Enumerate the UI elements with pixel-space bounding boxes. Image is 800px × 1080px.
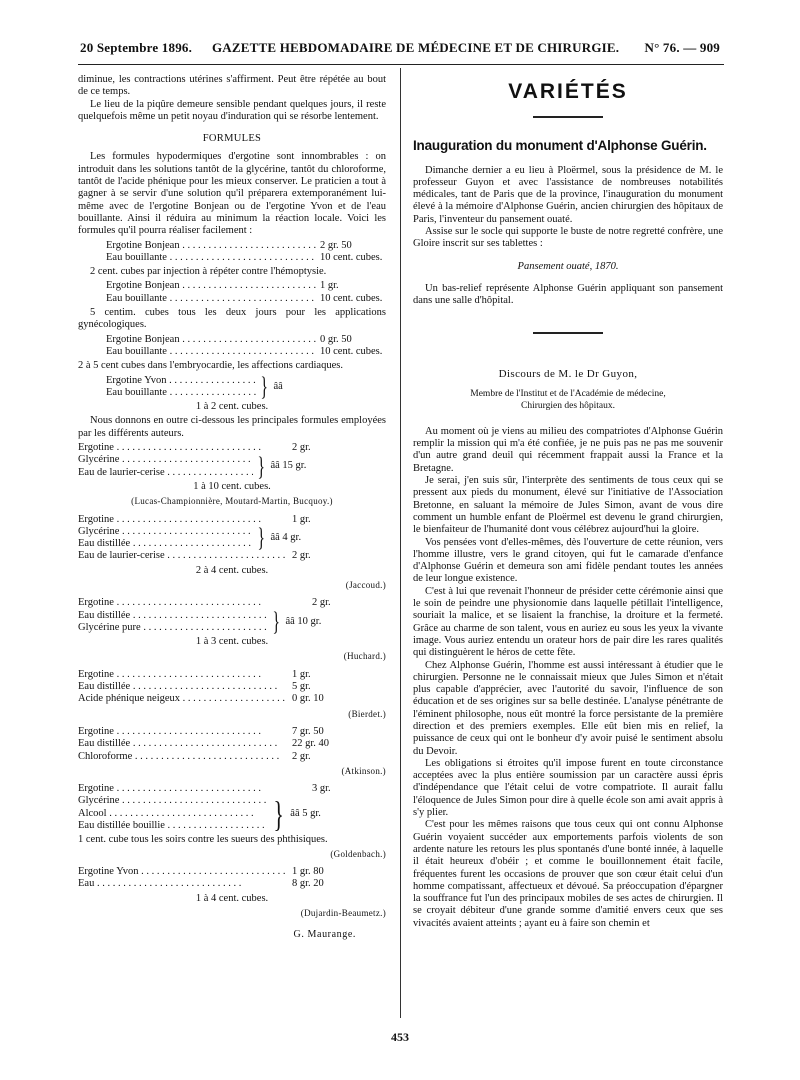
ingredient-name: Ergotine Bonjean . . .	[106, 240, 316, 252]
formula-row	[78, 622, 268, 634]
ingredient-name: Eau bouillante . . .	[106, 293, 316, 305]
ingredient-quantity: 2 gr.	[292, 750, 311, 762]
right-column	[413, 74, 723, 930]
formula-5	[78, 442, 386, 479]
formula-row	[78, 346, 386, 358]
ingredient-name: Ergotine Bonjean . . .	[106, 280, 316, 292]
ingredient-quantity: 1 gr.	[292, 668, 311, 680]
ingredient-quantity: 10 cent. cubes.	[320, 345, 383, 357]
formula-row	[78, 467, 253, 479]
inscription: Pansement ouaté, 1870.	[517, 260, 619, 272]
brace: }	[273, 793, 284, 834]
paragraph: Les obligations si étroites qu'il impose furent en toute circonstance acceptées avec la plus entière soumission par un caractère aussi épris d'indépendance que l'était celui de votre compatriote. Il aurait fallu l'éloquence de Jules Simon pour dire à quelle école son ami avait appris à s'y plier.	[413, 757, 723, 819]
formula-row	[78, 442, 386, 454]
ingredient-quantity: 2 gr.	[312, 597, 331, 609]
ingredient-name: Ergotine . . .	[78, 669, 288, 681]
header-journal-title: GAZETTE HEBDOMADAIRE DE MÉDECINE ET DE CHIRURGIE.	[212, 40, 620, 55]
formula-3	[78, 334, 386, 359]
formula-citation: (Lucas-Championnière, Moutard-Martin, Bucquoy.)	[131, 496, 333, 507]
formula-row	[78, 454, 253, 466]
ingredient-name: Chloroforme . . .	[78, 751, 288, 763]
formula-row	[78, 878, 386, 890]
ingredient-name: Ergotine . . .	[78, 442, 288, 454]
article-title: Inauguration du monument d'Alphonse Guérin.	[413, 138, 707, 154]
formula-row	[78, 726, 386, 738]
formula-row	[78, 866, 386, 878]
formula-citation: (Dujardin-Beaumetz.)	[300, 907, 386, 918]
ingredient-name: Alcool . . .	[78, 808, 268, 820]
ingredient-name: Eau distillée . . .	[78, 681, 288, 693]
formula-row	[78, 538, 253, 550]
formula-row	[78, 526, 253, 538]
formula-row	[78, 550, 386, 562]
ana-quantity: ââ 10 gr.	[285, 615, 322, 627]
paragraph: Les formules hypodermiques d'ergotine sont innombrables : on introduit dans les solutions tantôt de la glycérine, tantôt du chloroforme, tantôt de l'acide phénique pour les mieux conserver. Le praticien a tout à gagner à se servir d'une solution qu'il préparera extemporanément lui-même avec de l'ergotine Bonjean ou de l'ergotine Yvon et de l'eau bouillante. Ainsi il réduira au minimum la réaction locale. Voici les formules qu'il pourra réaliser facilement :	[78, 151, 386, 237]
formula-4	[78, 371, 386, 401]
formula-citation: (Bierdet.)	[348, 708, 386, 719]
section-rule	[533, 332, 603, 334]
paragraph: Dimanche dernier a eu lieu à Ploërmel, sous la présidence de M. le professeur Guyon et avec l'assistance de nombreuses notabilités médicales, tant de Paris que de la province, l'inauguration du monument élevé à la mémoire d'Alphonse Guérin, ancien chirurgien des hôpitaux de Paris, l'inventeur du pansement ouaté.	[413, 164, 723, 225]
ingredient-quantity: 8 gr. 20	[292, 878, 324, 890]
brace: }	[257, 451, 265, 481]
formula-row	[78, 610, 268, 622]
ingredient-name: Ergotine Yvon . . .	[106, 375, 256, 387]
paragraph: Chez Alphonse Guérin, l'homme est aussi intéressant à étudier que le chirurgien. Personne ne le connaissait mieux que Jules Simon et n'était plus capable d'apprécier, avec l'autorité du savoir, l'influence de son éducation et de ses origines sur sa belle destinée. L'analyse pénétrante de l'éminent philosophe, nous eût montré la force persistante de la première direction et des premiers exemples. Elle eût bien mis en relief, la puissance de ceux qui ont le bonheur d'y avoir puisé le sentiment absolu du Devoir.	[413, 659, 723, 757]
ingredient-name: Eau de laurier-cerise . . .	[78, 467, 253, 479]
ingredient-name: Glycérine . . .	[78, 526, 253, 538]
ingredient-quantity: 0 gr. 10	[292, 693, 324, 705]
formula-row	[78, 681, 386, 693]
formula-2	[78, 280, 386, 305]
ingredient-quantity: 1 gr.	[292, 513, 311, 525]
paragraph: Assise sur le socle qui supporte le buste de notre regretté confrère, une Gloire inscrit sur ses tablettes :	[413, 226, 723, 250]
ingredient-name: Ergotine . . .	[78, 783, 308, 795]
paragraph: Au moment où je viens au milieu des compatriotes d'Alphonse Guérin remplir la mission qui m'a été confiée, je ne puis pas ne pas me souvenir d'un autre grand deuil qui récemment frappait aussi la France et la Bretagne.	[413, 425, 723, 474]
formula-dose: 1 à 2 cent. cubes.	[195, 401, 269, 413]
ana-quantity: ââ	[273, 380, 283, 392]
ingredient-name: Eau bouillante . . .	[106, 252, 316, 264]
formula-row	[78, 514, 386, 526]
formula-citation: (Jaccoud.)	[345, 579, 386, 590]
column-rule	[400, 68, 401, 1018]
ingredient-name: Eau bouillante . . .	[106, 387, 256, 399]
ingredient-quantity: 3 gr.	[312, 783, 331, 795]
running-header	[80, 40, 720, 62]
ingredient-name: Eau distillée bouillie . . .	[78, 820, 268, 832]
formula-7	[78, 597, 386, 634]
formula-row	[78, 795, 268, 807]
speech-title: Discours de M. le Dr Guyon,	[498, 367, 638, 380]
brace: }	[257, 523, 265, 553]
ingredient-name: Ergotine Bonjean . . .	[106, 334, 316, 346]
formula-10	[78, 783, 386, 832]
formula-11	[78, 866, 386, 891]
ingredient-quantity: 7 gr. 50	[292, 725, 324, 737]
ingredient-name: Ergotine . . .	[78, 726, 288, 738]
ingredient-name: Glycérine . . .	[78, 795, 268, 807]
ana-quantity: ââ 5 gr.	[290, 807, 321, 819]
header-rule	[78, 64, 724, 65]
formula-row	[78, 597, 386, 609]
ingredient-quantity: 22 gr. 40	[292, 738, 330, 750]
ingredient-quantity: 0 gr. 50	[320, 333, 352, 345]
ingredient-name: Glycérine . . .	[78, 454, 253, 466]
ingredient-name: Ergotine . . .	[78, 597, 308, 609]
formula-9	[78, 726, 386, 763]
ingredient-name: Ergotine . . .	[78, 514, 288, 526]
formula-row	[78, 808, 268, 820]
formula-citation: (Goldenbach.)	[330, 848, 386, 859]
speech-subtitle-line: Chirurgien des hôpitaux.	[520, 400, 616, 411]
brace: }	[272, 606, 280, 636]
paragraph: diminue, les contractions utérines s'affirment. Peut être répétée au bout de ce temps.	[78, 74, 386, 98]
formula-row	[106, 387, 256, 399]
header-issue-number: N° 76. — 909	[644, 40, 720, 55]
paragraph: C'est à lui que revenait l'honneur de présider cette cérémonie ainsi que le soin de peindre une physionomie dans laquelle pétillait l'intelligence, souriait la malice, et se lisaient la franchise, la droiture et la fermeté. Grâce au charme de son talent, vous en auriez eu sous les yeux la vivante image. Vous auriez entendu un orateur hors de pair dire les rares qualités qui distinguèrent le héros de cette fête.	[413, 585, 723, 659]
author-signature: G. Maurange.	[293, 929, 356, 941]
formula-8	[78, 669, 386, 706]
page-number: 453	[391, 1030, 409, 1044]
ingredient-quantity: 1 gr.	[320, 280, 339, 292]
ingredient-name: Acide phénique neigeux . . .	[78, 693, 288, 705]
formula-row	[106, 375, 256, 387]
formula-1	[78, 240, 386, 265]
ingredient-name: Eau . . .	[78, 878, 288, 890]
section-rule	[533, 116, 603, 118]
ingredient-name: Ergotine Yvon . . .	[78, 866, 288, 878]
ingredient-quantity: 2 gr.	[292, 442, 311, 454]
ingredient-quantity: 2 gr. 50	[320, 239, 352, 251]
formula-row	[78, 693, 386, 705]
formula-row	[78, 334, 386, 346]
ingredient-name: Eau distillée . . .	[78, 538, 253, 550]
formula-row	[78, 751, 386, 763]
formula-dose: 1 à 4 cent. cubes.	[195, 892, 269, 904]
formula-row	[78, 240, 386, 252]
ana-quantity: ââ 15 gr.	[270, 460, 307, 472]
formula-row	[78, 820, 268, 832]
ingredient-quantity: 10 cent. cubes.	[320, 292, 383, 304]
formula-row	[78, 280, 386, 292]
paragraph: C'est pour les mêmes raisons que tous ceux qui ont connu Alphonse Guérin voyaient succéder aux emportements parfois violents de son ardente nature les retours les plus spontanés d'une bonté innée, à laquelle il était heureux d'obéir ; et comme le bouillonnement était facile, fréquentes furent les occasions de prouver que son cœur était celui d'un homme compatissant, affectueux et dévoué. Sa préoccupation d'épargner la souffrance fut l'un des principaux mobiles de ses actes de chirurgien. Il se croyait débiteur d'une grande somme d'amitié envers ceux que ses vivacités avaient atteints ; ayant eu à faire son chemin et	[413, 819, 723, 929]
paragraph: Vos pensées vont d'elles-mêmes, dès l'ouverture de cette réunion, vers l'homme illustre, vers le grand citoyen, qui fut le camarade d'enfance d'Alphonse Guérin et demeura son ami fidèle pendant toutes les années de leur longue existence.	[413, 536, 723, 585]
formula-note: 5 centim. cubes tous les deux jours pour les applications gynécologiques.	[78, 307, 386, 331]
ingredient-name: Eau de laurier-cerise . . .	[78, 550, 288, 562]
ingredient-name: Glycérine pure . . .	[78, 622, 268, 634]
ingredient-name: Eau bouillante . . .	[106, 346, 316, 358]
brace: }	[260, 371, 268, 401]
formula-dose: 2 à 4 cent. cubes.	[195, 564, 269, 576]
ingredient-name: Eau distillée . . .	[78, 738, 288, 750]
paragraph: Nous donnons en outre ci-dessous les principales formules employées par les différents auteurs.	[78, 415, 386, 439]
ingredient-quantity: 2 gr.	[292, 550, 311, 562]
formula-6	[78, 514, 386, 563]
speech-subtitle	[413, 388, 723, 412]
header-date: 20 Septembre 1896.	[80, 40, 193, 55]
paragraph: Le lieu de la piqûre demeure sensible pendant quelques jours, il reste quelquefois même un petit noyau d'induration qui se résorbe lentement.	[78, 98, 386, 122]
formules-heading: FORMULES	[202, 133, 262, 145]
formula-row	[78, 738, 386, 750]
formula-dose: 1 à 3 cent. cubes.	[195, 636, 269, 648]
formula-note: 2 cent. cubes par injection à répéter contre l'hémoptysie.	[90, 266, 327, 278]
formula-row	[78, 783, 386, 795]
section-title: VARIÉTÉS	[508, 80, 628, 103]
ingredient-quantity: 1 gr. 80	[292, 865, 324, 877]
ana-quantity: ââ 4 gr.	[270, 531, 302, 543]
left-column	[78, 74, 386, 941]
formula-dose: 1 à 10 cent. cubes.	[193, 480, 271, 492]
formula-citation: (Huchard.)	[343, 651, 386, 662]
ingredient-name: Eau distillée . . .	[78, 610, 268, 622]
ingredient-quantity: 5 gr.	[292, 681, 311, 693]
paragraph: Un bas-relief représente Alphonse Guérin appliquant son pansement dans une salle d'hôpital.	[413, 282, 723, 307]
formula-note: 1 cent. cube tous les soirs contre les sueurs des phthisiques.	[78, 834, 328, 846]
formula-row	[78, 252, 386, 264]
speech-subtitle-line: Membre de l'Institut et de l'Académie de médecine,	[470, 388, 666, 399]
paragraph: Je serai, j'en suis sûr, l'interprète des sentiments de tous ceux qui se pressent aux pieds du monument, élevé sur l'initiative de l'Association Bretonne, en saluant la mémoire de Jules Simon, avant de vous dire comment un humble enfant de Ploërmel est devenu le grand chirurgien, le bienfaiteur de l'humanité dont vous célébrez aujourd'hui la gloire.	[413, 475, 723, 536]
formula-row	[78, 293, 386, 305]
formula-row	[78, 669, 386, 681]
formula-citation: (Atkinson.)	[341, 765, 386, 776]
ingredient-quantity: 10 cent. cubes.	[320, 251, 383, 263]
formula-note: 2 à 5 cent cubes dans l'embryocardie, les affections cardiaques.	[78, 360, 343, 372]
